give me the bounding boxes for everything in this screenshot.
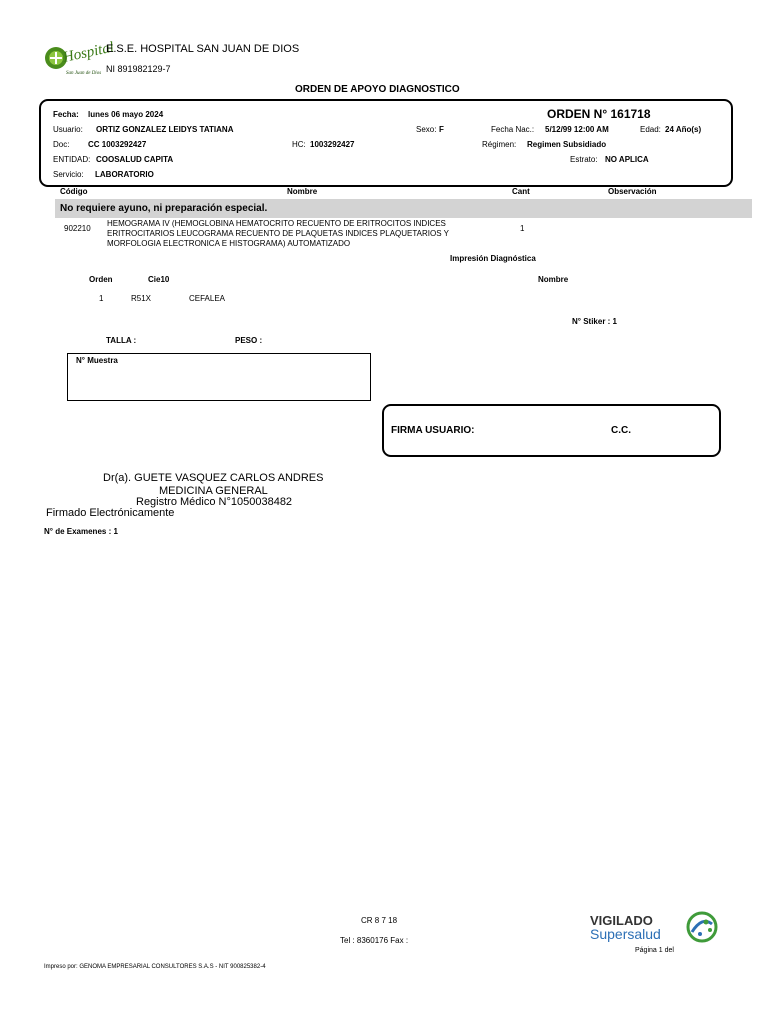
- fecha-label: Fecha:: [53, 110, 79, 119]
- sexo-label: Sexo:: [416, 125, 437, 134]
- diag-cie10: R51X: [131, 294, 152, 303]
- num-examenes: N° de Examenes : 1: [44, 527, 118, 536]
- fecha-nac-value: 5/12/99 12:00 AM: [545, 125, 609, 134]
- diag-header-orden: Orden: [89, 275, 113, 284]
- preparation-note: No requiere ayuno, ni preparación especial.: [60, 203, 268, 214]
- hc-label: HC:: [292, 140, 306, 149]
- col-header-nombre: Nombre: [287, 187, 318, 196]
- stiker-count: N° Stiker : 1: [572, 317, 617, 326]
- usuario-label: Usuario:: [53, 125, 83, 134]
- cc-label: C.C.: [611, 425, 631, 436]
- col-header-cant: Cant: [512, 187, 530, 196]
- exam-codigo: 902210: [64, 224, 91, 233]
- talla-label: TALLA :: [106, 336, 137, 345]
- exam-cant: 1: [520, 224, 525, 233]
- doc-value: CC 1003292427: [88, 140, 147, 149]
- servicio-value: LABORATORIO: [95, 170, 154, 179]
- hospital-nit: NI 891982129-7: [106, 64, 171, 74]
- footer-tel: Tel : 8360176 Fax :: [340, 936, 409, 945]
- diag-nombre: CEFALEA: [189, 294, 226, 303]
- doctor-name: Dr(a). GUETE VASQUEZ CARLOS ANDRES: [103, 472, 324, 484]
- entidad-label: ENTIDAD:: [53, 155, 91, 164]
- logo-subtext: San Juan de Dios: [66, 71, 102, 76]
- muestra-label: N° Muestra: [76, 356, 118, 365]
- fecha-value: lunes 06 mayo 2024: [88, 110, 164, 119]
- exam-nombre-line3: MORFOLOGIA ELECTRONICA E HISTOGRAMA) AUTOMATIZADO: [107, 239, 351, 248]
- entidad-value: COOSALUD CAPITA: [96, 155, 174, 164]
- fecha-nac-label: Fecha Nac.:: [491, 125, 535, 134]
- diag-header-cie10: Cie10: [148, 275, 170, 284]
- edad-label: Edad:: [640, 125, 661, 134]
- orden-number: ORDEN N° 161718: [547, 107, 651, 121]
- usuario-value: ORTIZ GONZALEZ LEIDYS TATIANA: [96, 125, 234, 134]
- diagnosis-title: Impresión Diagnóstica: [450, 254, 536, 263]
- firmado-electronicamente: Firmado Electrónicamente: [46, 507, 175, 519]
- impreso-por: Impreso por: GENOMA EMPRESARIAL CONSULTORES S.A.S - NIT 900825382-4: [44, 964, 266, 970]
- regimen-value: Regimen Subsidiado: [527, 140, 607, 149]
- regimen-label: Régimen:: [482, 140, 517, 149]
- page-number: Página 1 del: [635, 947, 674, 954]
- exam-nombre-line2: ERITROCITARIOS LEUCOGRAMA RECUENTO DE PLAQUETAS INDICES PLAQUETARIOS Y: [107, 229, 449, 238]
- firma-usuario-label: FIRMA USUARIO:: [391, 425, 475, 436]
- hc-value: 1003292427: [310, 140, 355, 149]
- estrato-value: NO APLICA: [605, 155, 649, 164]
- hospital-logo: [42, 38, 116, 80]
- vigilado-text: VIGILADO: [590, 913, 653, 928]
- exam-nombre-line1: HEMOGRAMA IV (HEMOGLOBINA HEMATOCRITO RECUENTO DE ERITROCITOS INDICES: [107, 219, 446, 228]
- supersalud-text: Supersalud: [590, 926, 661, 942]
- footer-address: CR 8 7 18: [361, 916, 398, 925]
- doctor-specialty: MEDICINA GENERAL: [159, 485, 268, 497]
- logo-text: Hospital: [61, 39, 116, 66]
- sexo-value: F: [439, 125, 444, 134]
- document-title: ORDEN DE APOYO DIAGNOSTICO: [295, 84, 460, 95]
- supersalud-logo: [588, 910, 720, 946]
- diag-orden: 1: [99, 294, 104, 303]
- col-header-observacion: Observación: [608, 187, 657, 196]
- hospital-name: E.S.E. HOSPITAL SAN JUAN DE DIOS: [106, 43, 300, 55]
- edad-value: 24 Año(s): [665, 125, 702, 134]
- doc-label: Doc:: [53, 140, 70, 149]
- servicio-label: Servicio:: [53, 170, 84, 179]
- doctor-registro: Registro Médico N°1050038482: [136, 496, 293, 508]
- estrato-label: Estrato:: [570, 155, 598, 164]
- diag-header-nombre: Nombre: [538, 275, 569, 284]
- peso-label: PESO :: [235, 336, 263, 345]
- col-header-codigo: Código: [60, 187, 88, 196]
